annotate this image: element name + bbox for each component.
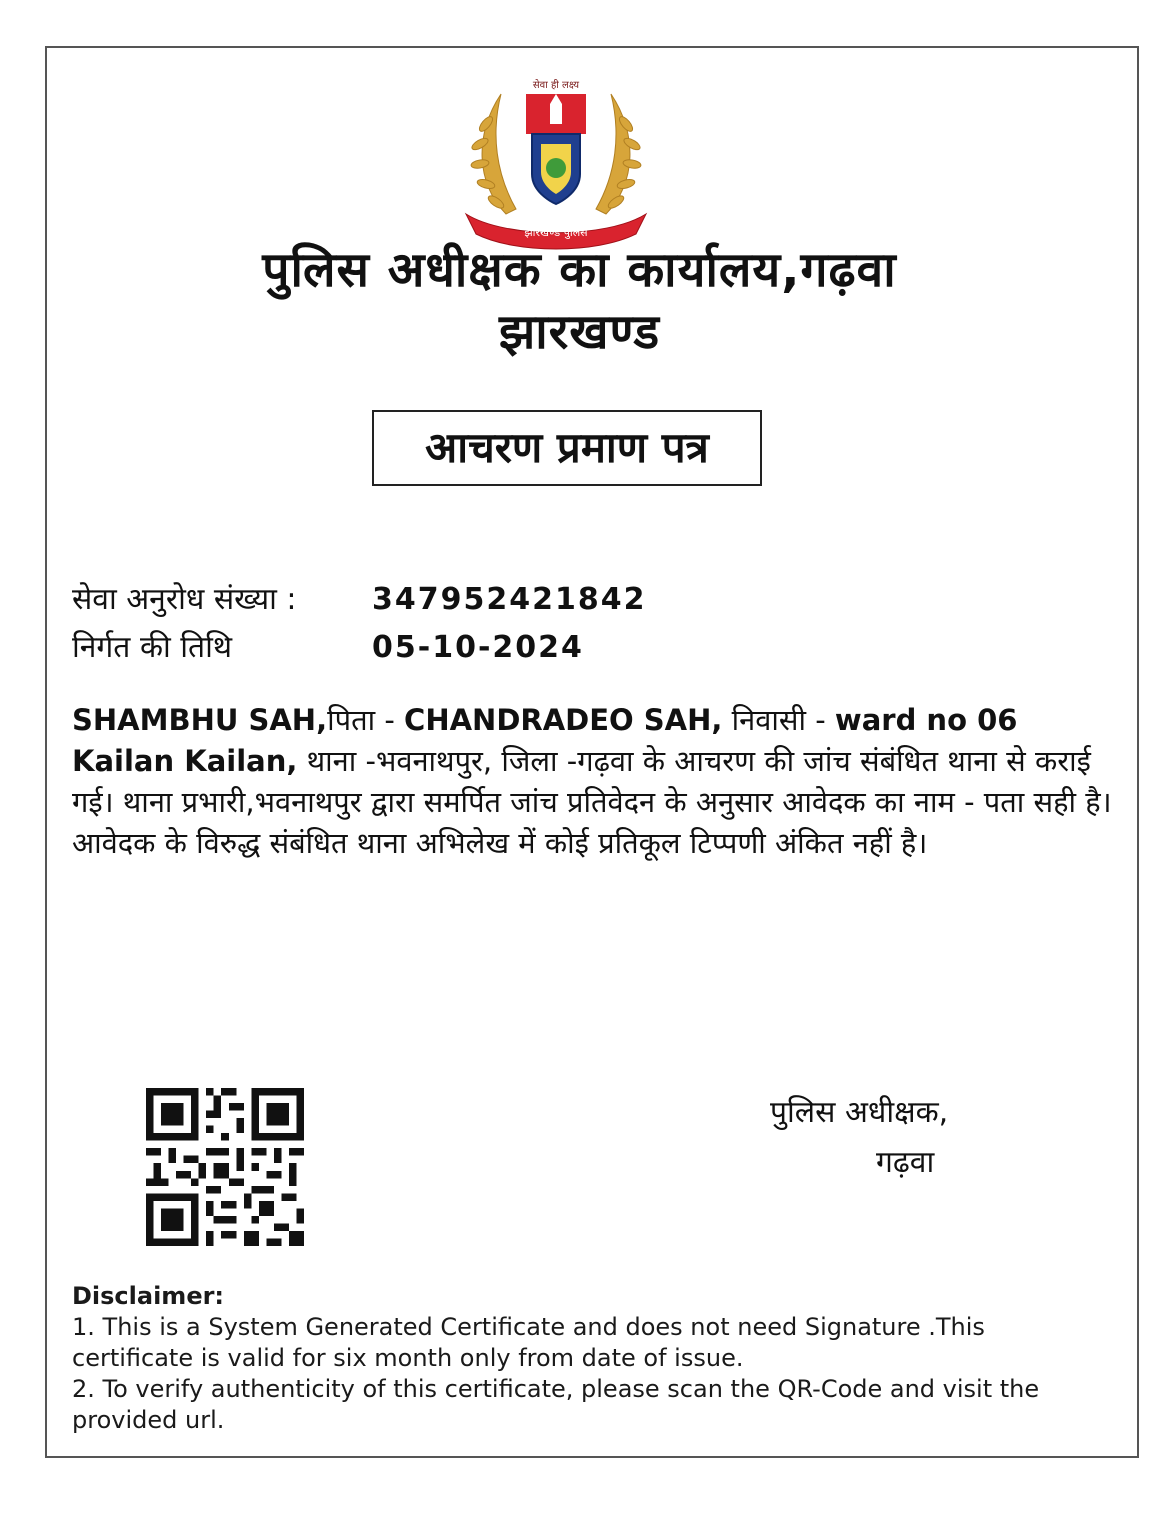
disclaimer [72,1281,1072,1436]
request-number-row [72,580,647,620]
certificate-title: आचरण प्रमाण पत्र [372,410,762,486]
office-title: पुलिस अधीक्षक का कार्यालय,गढ़वा [262,242,897,298]
request-number-label: सेवा अनुरोध संख्या : [72,582,297,617]
signature-block [770,1088,948,1188]
disclaimer-heading: Disclaimer: [72,1282,225,1310]
signature-place: गढ़वा [876,1145,935,1180]
disclaimer-item-1: 1. This is a System Generated Certificate and does not need Signature .This certificate is valid for six month only from date of issue. [72,1313,985,1372]
state-title: झारखण्ड [498,304,661,360]
issue-date-value: 05-10-2024 [372,630,584,665]
request-number-value: 347952421842 [372,582,647,617]
signature-title: पुलिस अधीक्षक, [770,1095,949,1130]
resident-label: निवासी - [722,703,835,737]
qr-code-icon [146,1088,304,1246]
father-label: पिता - [327,703,405,737]
certificate-body [72,700,1117,864]
emblem-motto: सेवा ही लक्ष्य [532,80,580,91]
applicant-name: SHAMBHU SAH, [72,703,328,737]
disclaimer-item-2: 2. To verify authenticity of this certificate, please scan the QR-Code and visit the provided url. [72,1375,1040,1434]
father-name: CHANDRADEO SAH, [404,703,723,737]
issue-date-label: निर्गत की तिथि [72,630,233,665]
verification-text: थाना -भवनाथपुर, जिला -गढ़वा के आचरण की जांच संबंधित थाना से कराई गई। थाना प्रभारी,भवनाथपुर द्वारा समर्पित जांच प्रतिवेदन के अनुसार आवेदक का नाम - पता सही है। आवेदक के विरुद्ध संबंधित थाना अभिलेख में कोई प्रतिकूल टिप्पणी अंकित नहीं है। [72,744,1112,860]
emblem-ribbon-text: झारखण्ड पुलिस [524,226,588,239]
issue-date-row [72,628,584,668]
jharkhand-police-emblem [446,64,666,254]
applicant-address: ward no 06 Kailan Kailan, [72,703,1018,778]
